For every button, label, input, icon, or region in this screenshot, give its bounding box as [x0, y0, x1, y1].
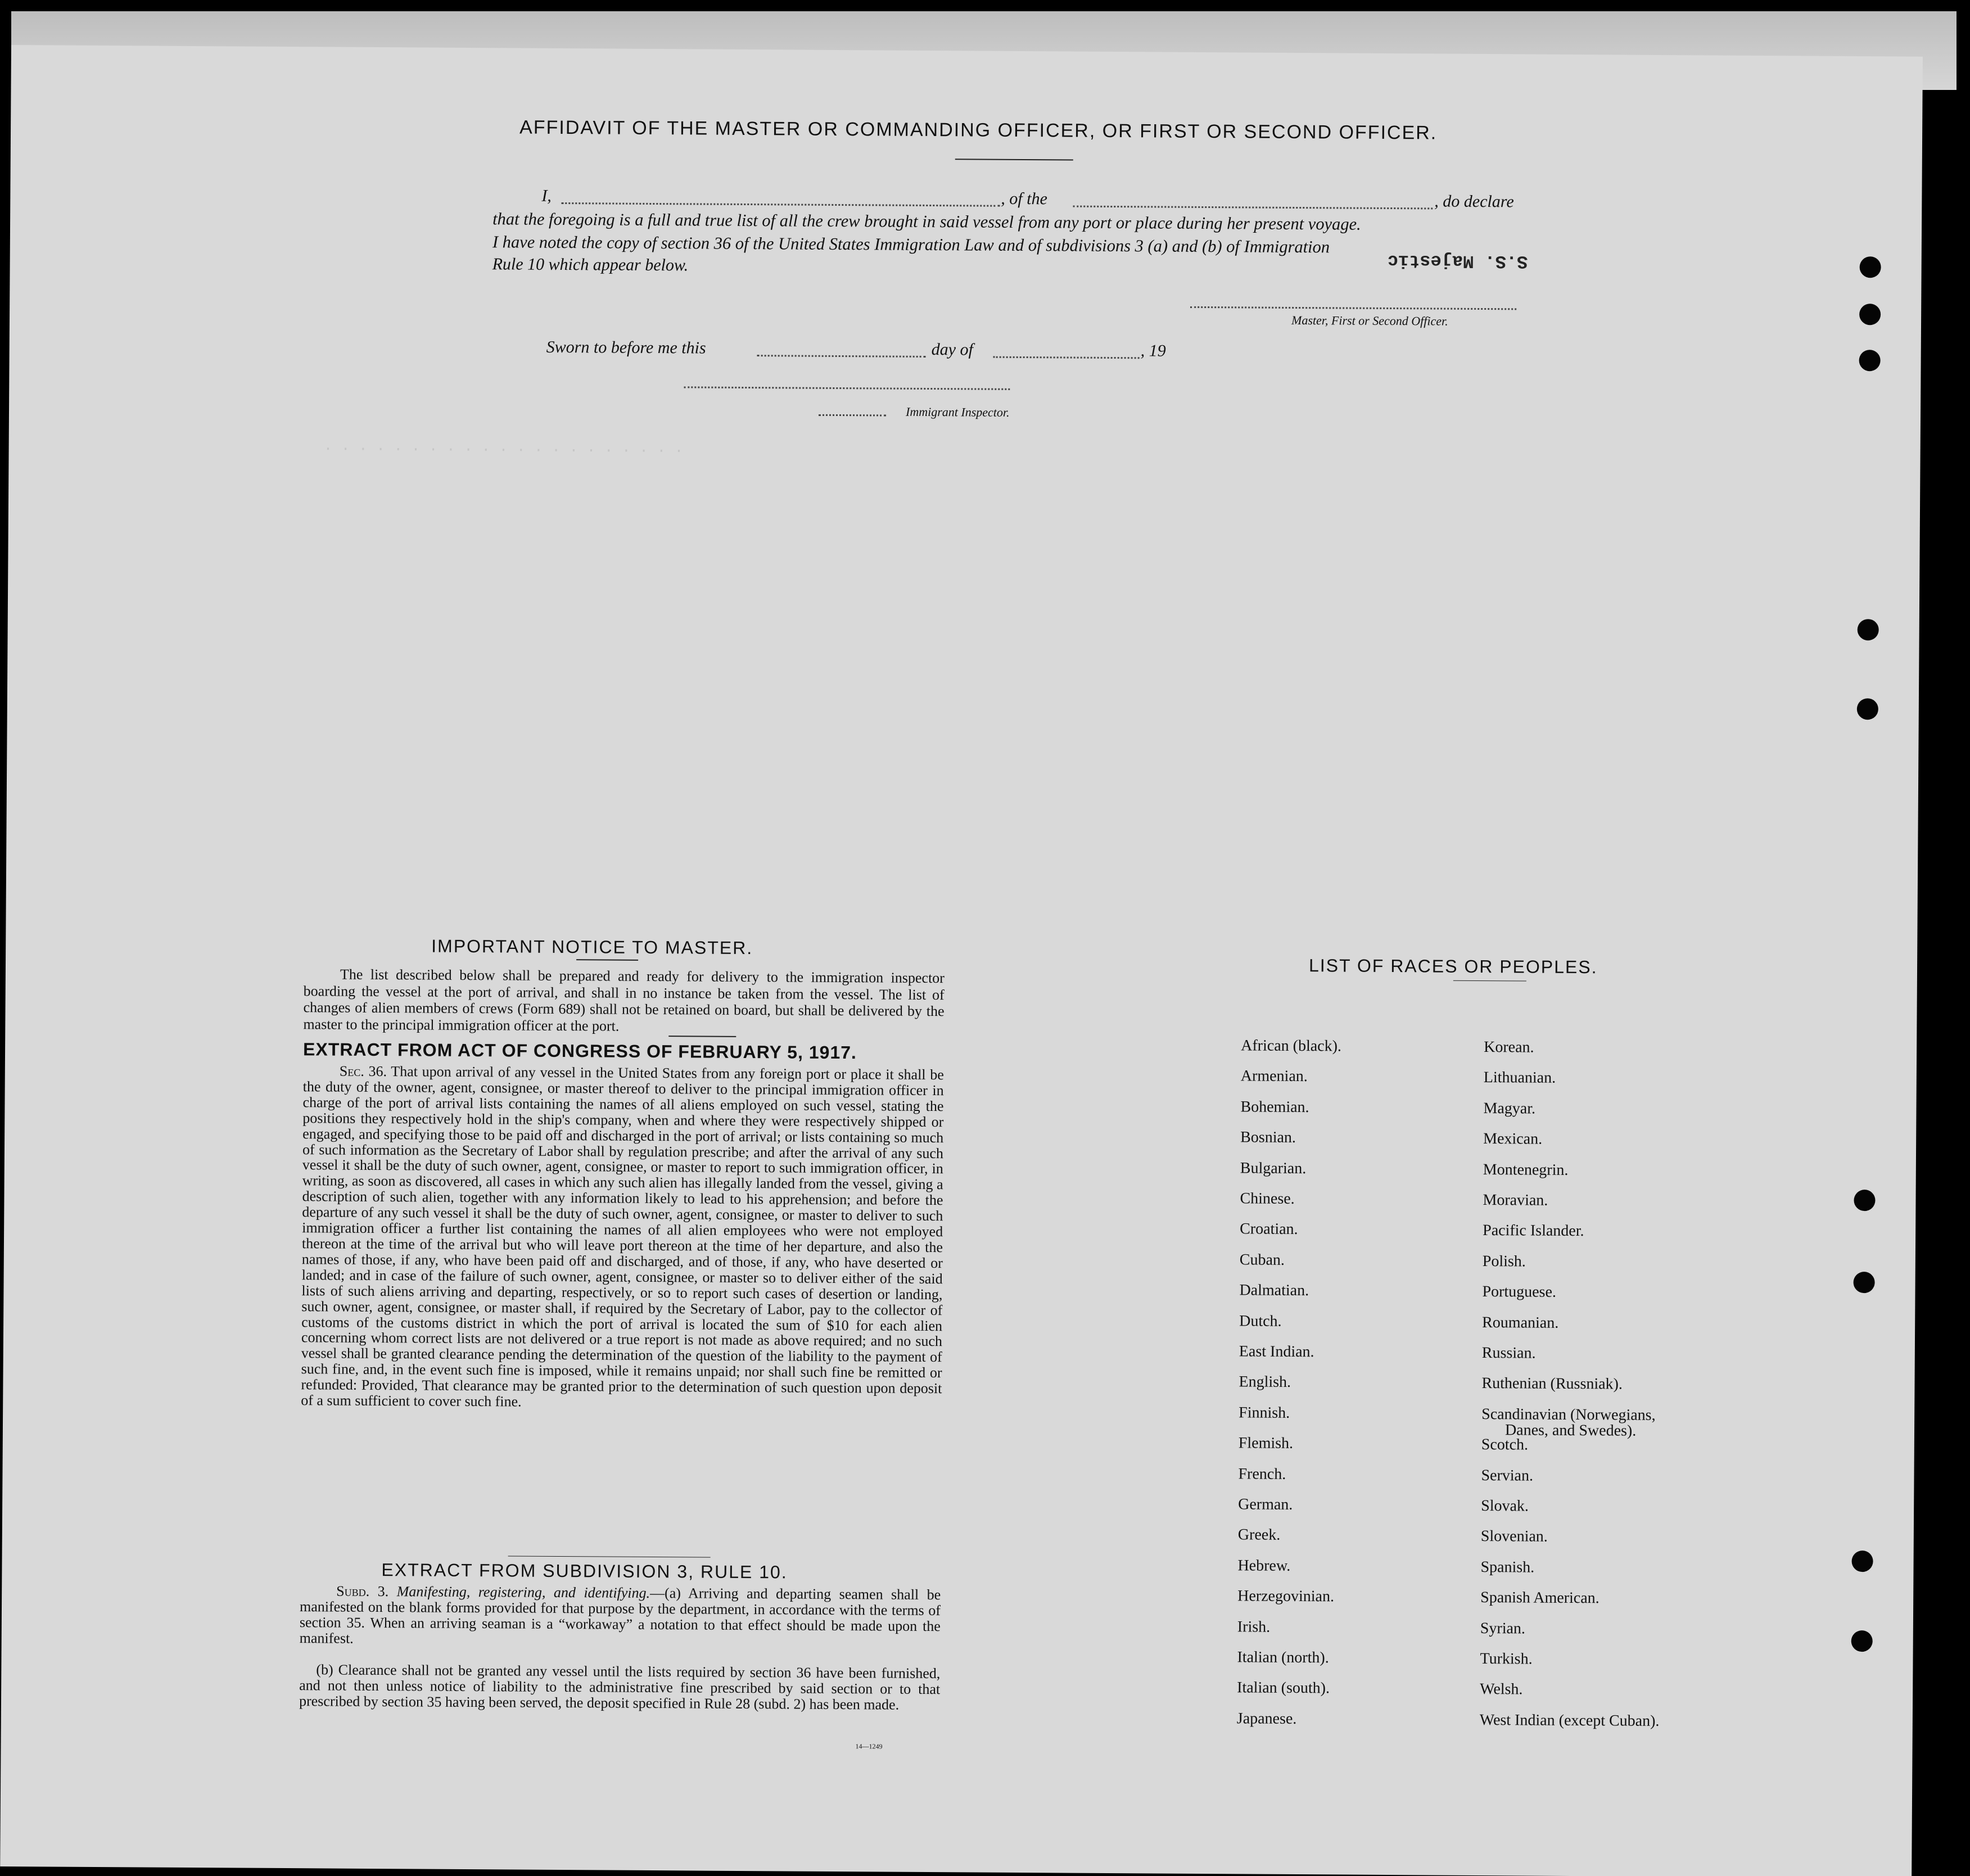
race-item: Flemish.	[1238, 1434, 1294, 1453]
ship-name-stamp: S.S. Majestic	[1387, 250, 1528, 272]
race-item: Bulgarian.	[1240, 1159, 1307, 1177]
subdivision-title: EXTRACT FROM SUBDIVISION 3, RULE 10.	[381, 1559, 788, 1583]
race-item: Slovak.	[1481, 1497, 1529, 1515]
affidavit-line2: that the foregoing is a full and true list of all the crew brought in said vessel from any port or place during her present voyage.	[493, 209, 1361, 234]
binder-hole	[1859, 304, 1881, 325]
race-item: West Indian (except Cuban).	[1479, 1711, 1660, 1730]
notice-underline	[576, 959, 638, 961]
race-item: Finnish.	[1239, 1404, 1290, 1422]
binder-hole	[1853, 1272, 1874, 1293]
race-item: Korean.	[1484, 1038, 1534, 1056]
race-item: Slovenian.	[1480, 1527, 1548, 1546]
race-item: Irish.	[1237, 1617, 1271, 1636]
inspector-blank-1	[684, 386, 1010, 390]
name-blank	[561, 202, 1000, 207]
inspector-caption: Immigrant Inspector.	[905, 404, 1010, 419]
race-item: Spanish American.	[1480, 1589, 1600, 1607]
binder-hole	[1860, 256, 1881, 278]
affidavit-declare: , do declare	[1434, 192, 1514, 211]
race-item: Dalmatian.	[1239, 1281, 1309, 1300]
races-title: LIST OF RACES OR PEOPLES.	[1308, 955, 1598, 978]
race-item: Mexican.	[1483, 1130, 1543, 1148]
notice-text: The list described below shall be prepared and ready for delivery to the immigration inspector boarding the vessel at the port of arrival, and shall in no instance be taken from the vessel. The list of changes of alien members of crews (Form 689) shall not be retained on board, but shall be delivered by the master to the principal immigration officer at the port.	[303, 966, 945, 1034]
subdivision-separator	[508, 1556, 711, 1557]
race-item: Italian (south).	[1237, 1679, 1330, 1697]
bleed-through-text: · · · · · · · · · · · · · · · · · · · · ·	[323, 440, 684, 460]
affidavit-title: AFFIDAVIT OF THE MASTER OR COMMANDING OFFICER, OR FIRST OR SECOND OFFICER.	[519, 116, 1438, 144]
race-item: Ruthenian (Russniak).	[1481, 1375, 1623, 1393]
affidavit-i: I,	[541, 186, 552, 205]
signature-blank	[1190, 306, 1516, 310]
race-item: Chinese.	[1240, 1190, 1295, 1208]
form-number: 14—1249	[855, 1742, 883, 1751]
affidavit-line4: Rule 10 which appear below.	[492, 255, 689, 275]
race-item: Spanish.	[1480, 1558, 1535, 1576]
binder-hole	[1851, 1630, 1873, 1652]
race-item: Polish.	[1482, 1252, 1526, 1271]
race-item: Hebrew.	[1237, 1557, 1291, 1575]
race-item: Moravian.	[1483, 1191, 1548, 1209]
race-item: Italian (north).	[1237, 1648, 1329, 1667]
subd-heading: Manifesting, registering, and identifying.	[396, 1583, 650, 1601]
notice-separator	[668, 1036, 736, 1037]
race-item: Portuguese.	[1482, 1283, 1557, 1301]
subd-label: Subd. 3.	[336, 1583, 389, 1600]
act-section-36	[301, 1063, 944, 1412]
race-item: East Indian.	[1239, 1342, 1314, 1361]
race-item: Turkish.	[1480, 1650, 1533, 1668]
race-item: Armenian.	[1240, 1067, 1308, 1086]
subdivision-para-b: (b) Clearance shall not be granted any vessel until the lists required by section 36 have been furnished, and not then unless notice of liability to the administrative fine prescribed by said section or to that prescribed by section 35 having been served, the deposit specified in Rule 28 (subd. 2) has been made.	[299, 1661, 941, 1713]
race-item: French.	[1238, 1464, 1286, 1483]
race-item: Herzegovinian.	[1237, 1587, 1335, 1606]
sworn-day-blank	[757, 355, 926, 358]
signature-caption: Master, First or Second Officer.	[1291, 313, 1448, 328]
race-item: Welsh.	[1480, 1680, 1523, 1698]
race-item: Russian.	[1481, 1344, 1536, 1362]
race-item: Montenegrin.	[1483, 1160, 1569, 1179]
race-item: Pacific Islander.	[1483, 1222, 1584, 1240]
subd-para-a: —(a) Arriving and departing seamen shall be manifested on the blank forms provided for that purpose by the department, in accordance with the terms of section 35. When an arriving seaman is a “workaway” a notation to that effect should be made upon the manifest.	[299, 1584, 941, 1647]
race-item: Syrian.	[1480, 1619, 1526, 1638]
race-item: Magyar.	[1483, 1099, 1536, 1118]
race-item: Cuban.	[1239, 1251, 1285, 1269]
races-underline	[1453, 980, 1526, 982]
binder-hole	[1857, 698, 1878, 720]
race-item: German.	[1238, 1495, 1293, 1513]
notice-title: IMPORTANT NOTICE TO MASTER.	[431, 935, 753, 959]
binder-hole	[1858, 619, 1879, 640]
binder-hole	[1851, 1550, 1873, 1572]
affidavit-of-the: , of the	[1001, 189, 1047, 209]
race-item: Dutch.	[1239, 1312, 1282, 1330]
title-underline	[955, 159, 1073, 160]
race-item: Scandinavian (Norwegians,	[1481, 1405, 1656, 1424]
binder-hole	[1854, 1190, 1875, 1211]
sworn-month-blank	[993, 356, 1140, 359]
race-item: English.	[1239, 1373, 1291, 1391]
race-item: Croatian.	[1240, 1220, 1298, 1238]
race-item: Japanese.	[1236, 1710, 1297, 1728]
day-of-text: day of	[931, 340, 973, 359]
act-title: EXTRACT FROM ACT OF CONGRESS OF FEBRUARY 5, 1917.	[302, 1039, 857, 1063]
subdivision-para-a	[300, 1583, 941, 1650]
manifest-sheet	[0, 45, 1923, 1876]
race-item: Bohemian.	[1240, 1098, 1309, 1116]
inspector-blank-2	[819, 414, 886, 417]
race-item: Roumanian.	[1482, 1313, 1559, 1332]
race-item: Greek.	[1237, 1526, 1281, 1544]
binder-hole	[1859, 350, 1881, 371]
race-item: Bosnian.	[1240, 1128, 1296, 1147]
year-text: , 19	[1140, 341, 1166, 360]
affidavit-line3: I have noted the copy of section 36 of the United States Immigration Law and of subdivisions 3 (a) and (b) of Immigration	[492, 232, 1330, 257]
race-item: African (black).	[1241, 1037, 1342, 1055]
race-item: Danes, and Swedes).	[1504, 1421, 1637, 1440]
sworn-text: Sworn to before me this	[546, 337, 706, 358]
act-sec-label: Sec. 36.	[339, 1063, 387, 1080]
race-item: Lithuanian.	[1483, 1069, 1556, 1087]
act-text: That upon arrival of any vessel in the United States from any foreign port or place it shall be the duty of the owner, agent, consignee, or master thereof to deliver to the principal immigration officer in charge of the port of arrival lists containing the names of all aliens employed on such vessel, stating the positions they respectively hold in the ship's company, when and where they were respectively shipped or engaged, and specifying those to be paid off and discharged in the port of arrival; or lists containing so much of such information as the Secretary of Labor shall by regulation prescribe; and after the arrival of any such vessel it shall be the duty of such owner, agent, consignee, or master to report to such immigration officer, in writing, as soon as discovered, all cases in which any such alien has illegally landed from the vessel, giving a description of such alien, together with any information likely to lead to his apprehension; and before the departure of any such vessel it shall be the duty of such owner, agent, consignee, or master to deliver to such immigration officer a further list containing the names of all alien employees who were not employed thereon at the time of the arrival but who will leave port thereon at the time of her departure, and also the names of those, if any, who have been paid off and discharged, and of those, if any, who have deserted or landed; and in case of the failure of such owner, agent, consignee, or master so to deliver either of the said lists of such aliens arriving and departing, respectively, or so to report such cases of desertion or landing, such owner, agent, consignee, or master shall, if required by the Secretary of Labor, pay to the collector of customs of the customs district in which the port of arrival is located the sum of $10 for each alien concerning whom correct lists are not delivered or a true report is not made as above required; and no such vessel shall be granted clearance pending the determination of the question of the liability to the payment of such fine, and, in the event such fine is imposed, while it remains unpaid; nor shall such fine be remitted or refunded: Provided, That clearance may be granted prior to the determination of such question upon deposit of a sum sufficient to cover such fine.	[301, 1063, 944, 1410]
vessel-blank	[1073, 206, 1433, 210]
race-item: Scotch.	[1481, 1436, 1529, 1454]
race-item: Servian.	[1481, 1466, 1534, 1485]
